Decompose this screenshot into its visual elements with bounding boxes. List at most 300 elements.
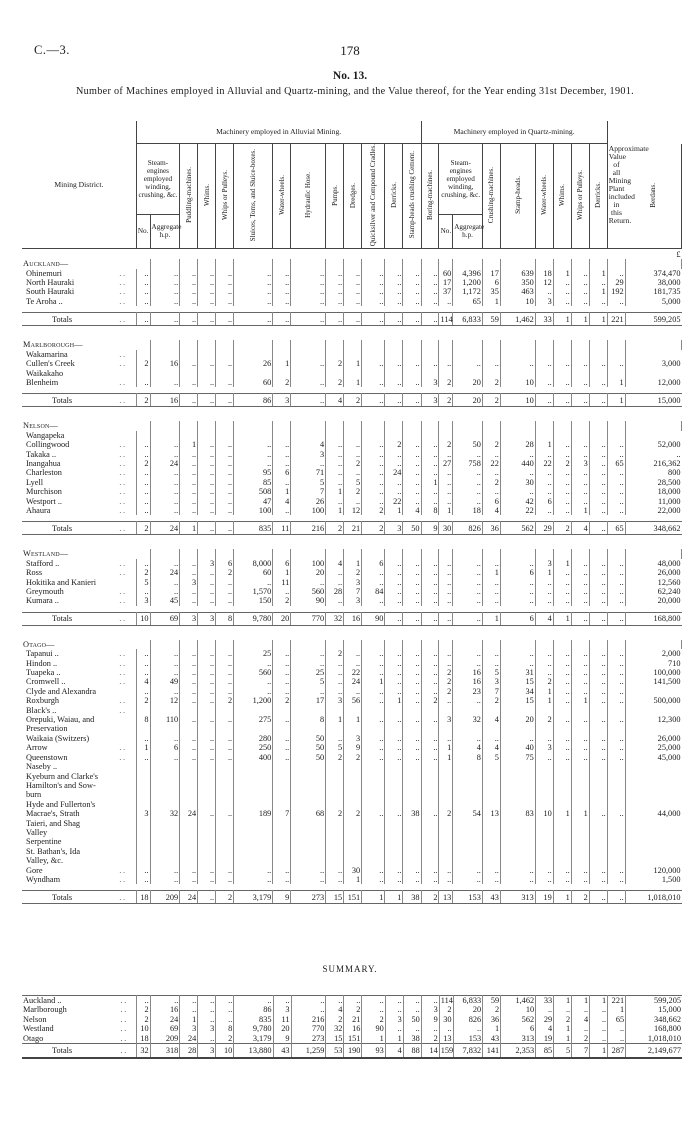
- table-row: [22, 568, 682, 577]
- table-row: [22, 369, 682, 378]
- table-cell: ..: [535, 668, 553, 677]
- table-cell: [216, 640, 234, 649]
- table-cell: [344, 828, 362, 837]
- table-cell: 6: [500, 568, 535, 577]
- table-cell: 2: [216, 1034, 234, 1044]
- table-cell: 11,000: [657, 496, 681, 506]
- table-cell: ..: [150, 278, 180, 287]
- table-cell: 2: [571, 891, 589, 904]
- table-cell: ..: [385, 269, 403, 278]
- table-cell: ..: [607, 687, 625, 696]
- table-cell: ..: [482, 659, 500, 668]
- table-cell: [198, 549, 216, 558]
- table-cell: [385, 790, 403, 799]
- table-cell: [625, 431, 681, 440]
- district-section-row: [22, 549, 682, 558]
- table-cell: ..: [439, 450, 453, 459]
- table-cell: 32: [136, 1044, 150, 1059]
- table-cell: ..: [535, 866, 553, 875]
- table-cell: ..: [180, 450, 198, 459]
- table-cell: 2: [482, 696, 500, 705]
- table-cell: 2: [273, 596, 291, 605]
- table-cell: [362, 847, 385, 856]
- table-cell: [344, 781, 362, 790]
- table-cell: ..: [589, 522, 607, 535]
- leader-dots: . .: [119, 596, 136, 605]
- table-cell: [553, 549, 571, 558]
- table-cell: [500, 369, 535, 378]
- table-cell: [589, 259, 607, 268]
- table-cell: [553, 837, 571, 846]
- leader-dots: . .: [119, 487, 136, 496]
- table-cell: 826: [453, 1015, 483, 1024]
- table-cell: ..: [326, 659, 344, 668]
- table-cell: [273, 369, 291, 378]
- table-cell: [385, 549, 403, 558]
- table-cell: 29: [536, 1015, 554, 1024]
- table-cell: ..: [216, 497, 234, 506]
- table-cell: ..: [362, 1005, 385, 1014]
- table-cell: ..: [385, 450, 403, 459]
- totals-label: Totals: [22, 394, 119, 407]
- table-cell: 1,462: [501, 996, 536, 1006]
- table-cell: ..: [385, 287, 403, 296]
- water-wheels-header: Water-wheels.: [273, 144, 291, 249]
- table-cell: [180, 724, 198, 733]
- table-cell: ..: [439, 568, 453, 577]
- table-cell: 273: [291, 1034, 326, 1044]
- table-cell: ..: [216, 687, 234, 696]
- table-cell: ..: [403, 875, 421, 884]
- table-cell: 2: [439, 378, 453, 387]
- table-cell: ..: [150, 269, 180, 278]
- table-cell: ..: [589, 578, 607, 587]
- table-cell: ..: [439, 297, 453, 306]
- table-cell: [589, 772, 607, 781]
- table-cell: [385, 772, 403, 781]
- table-cell: [150, 340, 180, 349]
- table-cell: [453, 762, 483, 771]
- table-cell: 209: [150, 891, 180, 904]
- table-cell: 1: [180, 522, 198, 535]
- table-cell: [216, 800, 234, 809]
- table-cell: [439, 549, 453, 558]
- district-name: Ahaura: [26, 505, 51, 515]
- district-name: Macrae's, Strath: [26, 809, 80, 819]
- table-cell: ..: [326, 568, 344, 577]
- table-cell: ..: [553, 649, 571, 658]
- table-cell: ..: [571, 734, 589, 743]
- table-cell: 10: [136, 1024, 150, 1033]
- table-cell: 758: [453, 459, 483, 468]
- table-cell: [453, 724, 483, 733]
- table-cell: [216, 259, 234, 268]
- table-cell: [198, 340, 216, 349]
- table-row: [22, 753, 682, 762]
- table-cell: [234, 772, 273, 781]
- table-cell: ..: [535, 649, 553, 658]
- table-cell: 2: [439, 394, 453, 407]
- table-cell: ..: [150, 649, 180, 658]
- table-cell: [403, 790, 421, 799]
- table-cell: ..: [326, 687, 344, 696]
- table-cell: 12: [344, 506, 362, 515]
- table-cell: ..: [482, 596, 500, 605]
- leader-dots: [119, 790, 136, 799]
- table-cell: [362, 549, 385, 558]
- table-cell: [421, 828, 439, 837]
- table-cell: 2: [421, 891, 439, 904]
- table-cell: 4: [453, 743, 483, 752]
- table-cell: ..: [421, 578, 439, 587]
- table-cell: [553, 431, 571, 440]
- table-cell: [571, 421, 589, 430]
- table-cell: 2: [326, 359, 344, 368]
- table-cell: 4: [403, 506, 421, 515]
- district-name: Hindon ..: [26, 658, 58, 668]
- leader-dots: . .: [119, 269, 136, 278]
- district-name: Waikakaho: [26, 368, 64, 378]
- table-cell: 19: [536, 1034, 554, 1044]
- table-cell: [273, 828, 291, 837]
- table-cell: ..: [234, 287, 273, 296]
- table-cell: [216, 369, 234, 378]
- table-cell: ..: [607, 269, 625, 278]
- table-cell: [553, 340, 571, 349]
- table-row: [22, 497, 682, 506]
- table-cell: ..: [589, 875, 607, 884]
- table-cell: [439, 259, 453, 268]
- table-cell: [198, 431, 216, 440]
- table-cell: ..: [216, 1005, 234, 1014]
- table-cell: [198, 790, 216, 799]
- leader-dots: . .: [119, 450, 136, 459]
- table-cell: 33: [536, 996, 554, 1006]
- table-cell: [482, 781, 500, 790]
- table-cell: [362, 856, 385, 865]
- table-cell: ..: [326, 450, 344, 459]
- table-cell: ..: [273, 506, 291, 515]
- table-cell: 45,000: [657, 752, 681, 762]
- table-cell: ..: [453, 612, 483, 625]
- table-cell: 2: [136, 696, 150, 705]
- table-cell: 2: [535, 715, 553, 724]
- section-name: Auckland—: [23, 259, 69, 269]
- table-cell: [589, 790, 607, 799]
- table-cell: 9: [421, 522, 439, 535]
- table-cell: ..: [180, 649, 198, 658]
- table-cell: 18: [136, 1034, 150, 1044]
- table-cell: ..: [326, 297, 344, 306]
- table-cell: ..: [403, 866, 421, 875]
- table-cell: [607, 856, 625, 865]
- table-cell: ..: [273, 687, 291, 696]
- table-cell: [607, 350, 625, 359]
- table-cell: [439, 819, 453, 828]
- table-cell: [439, 706, 453, 715]
- table-cell: ..: [607, 753, 625, 762]
- table-cell: 350: [500, 278, 535, 287]
- table-cell: [136, 431, 150, 440]
- table-row: [22, 743, 682, 752]
- table-cell: ..: [421, 687, 439, 696]
- leader-dots: . .: [119, 706, 136, 715]
- table-cell: [198, 847, 216, 856]
- table-cell: ..: [273, 649, 291, 658]
- table-cell: ..: [385, 1005, 403, 1014]
- table-cell: ..: [589, 278, 607, 287]
- table-cell: 1: [344, 359, 362, 368]
- table-cell: [535, 762, 553, 771]
- table-cell: [453, 800, 483, 809]
- district-name: Black's ..: [26, 705, 57, 715]
- table-cell: ..: [453, 487, 483, 496]
- table-cell: [326, 724, 344, 733]
- table-cell: ..: [136, 649, 150, 658]
- table-cell: [362, 772, 385, 781]
- table-cell: [500, 762, 535, 771]
- table-cell: 5,000: [661, 296, 681, 306]
- table-cell: [291, 431, 326, 440]
- table-cell: ..: [216, 506, 234, 515]
- table-cell: [589, 781, 607, 790]
- table-cell: 8,000: [234, 559, 273, 568]
- table-cell: [216, 856, 234, 865]
- table-cell: [553, 369, 571, 378]
- district-name: South Hauraki: [26, 287, 75, 297]
- table-cell: [553, 847, 571, 856]
- table-cell: [362, 781, 385, 790]
- leader-dots: . .: [119, 287, 136, 296]
- summary-row: [22, 1024, 682, 1033]
- table-cell: ..: [198, 278, 216, 287]
- table-cell: ..: [535, 478, 553, 487]
- table-cell: [234, 837, 273, 846]
- table-cell: 348,662: [625, 522, 681, 535]
- table-cell: [150, 549, 180, 558]
- table-cell: [571, 431, 589, 440]
- table-cell: [362, 828, 385, 837]
- derricks-header: Derricks.: [385, 144, 403, 249]
- table-cell: ..: [421, 278, 439, 287]
- table-cell: [403, 762, 421, 771]
- table-cell: ..: [180, 313, 198, 326]
- table-cell: 22: [535, 459, 553, 468]
- table-cell: ..: [362, 287, 385, 296]
- table-row: [22, 677, 682, 686]
- table-cell: ..: [607, 297, 625, 306]
- leader-dots: . .: [119, 996, 136, 1006]
- table-cell: ..: [273, 313, 291, 326]
- table-cell: 1: [326, 715, 344, 724]
- table-cell: 3: [385, 1015, 403, 1024]
- table-cell: 32: [326, 612, 344, 625]
- table-cell: [535, 431, 553, 440]
- table-cell: ..: [421, 440, 439, 449]
- table-cell: ..: [385, 459, 403, 468]
- table-cell: 3: [136, 809, 150, 818]
- table-cell: ..: [589, 359, 607, 368]
- table-cell: ..: [403, 649, 421, 658]
- table-cell: [136, 259, 150, 268]
- table-row: [22, 819, 682, 828]
- table-cell: [571, 856, 589, 865]
- table-cell: [198, 706, 216, 715]
- leader-dots: . .: [119, 497, 136, 506]
- table-cell: [553, 350, 571, 359]
- table-cell: 6: [501, 1024, 536, 1033]
- table-cell: 2: [439, 809, 453, 818]
- quicksilver-header: Quicksilver and Compound Cradles.: [362, 144, 385, 249]
- table-cell: ..: [421, 996, 439, 1006]
- table-row: [22, 866, 682, 875]
- table-cell: 2: [326, 1015, 344, 1024]
- table-cell: [198, 762, 216, 771]
- table-cell: ..: [553, 753, 571, 762]
- table-cell: [439, 431, 453, 440]
- table-cell: 639: [500, 269, 535, 278]
- table-cell: 28,500: [657, 477, 681, 487]
- table-cell: 3: [291, 450, 326, 459]
- table-cell: ..: [571, 753, 589, 762]
- table-cell: [439, 800, 453, 809]
- table-cell: ..: [572, 1024, 590, 1033]
- table-cell: 100: [234, 506, 273, 515]
- district-name: Tapanui ..: [26, 649, 59, 659]
- table-cell: [403, 781, 421, 790]
- table-cell: [625, 762, 681, 771]
- table-cell: ..: [607, 487, 625, 496]
- table-cell: 65: [608, 1015, 626, 1024]
- table-cell: [607, 549, 625, 558]
- table-cell: ..: [607, 497, 625, 506]
- table-cell: ..: [234, 687, 273, 696]
- table-cell: 4: [571, 522, 589, 535]
- table-cell: ..: [362, 659, 385, 668]
- table-cell: [385, 828, 403, 837]
- table-cell: [589, 762, 607, 771]
- table-cell: ..: [589, 568, 607, 577]
- table-cell: [553, 772, 571, 781]
- table-cell: [136, 781, 150, 790]
- table-cell: [180, 421, 198, 430]
- table-cell: ..: [571, 659, 589, 668]
- table-cell: ..: [453, 568, 483, 577]
- table-cell: [344, 431, 362, 440]
- table-cell: 3: [273, 1005, 291, 1014]
- leader-dots: . .: [119, 522, 136, 535]
- table-cell: 2: [421, 1034, 439, 1044]
- table-cell: ..: [500, 578, 535, 587]
- table-cell: ..: [421, 468, 439, 477]
- table-cell: [453, 781, 483, 790]
- table-cell: ..: [607, 612, 625, 625]
- table-cell: [291, 549, 326, 558]
- table-cell: ..: [589, 440, 607, 449]
- table-cell: 599,205: [626, 996, 682, 1006]
- table-cell: 770: [291, 612, 326, 625]
- table-cell: ..: [676, 449, 681, 459]
- table-cell: 2: [439, 440, 453, 449]
- table-cell: 7: [273, 809, 291, 818]
- table-cell: [571, 819, 589, 828]
- table-cell: ..: [385, 649, 403, 658]
- table-cell: 1: [589, 313, 607, 326]
- table-cell: ..: [571, 478, 589, 487]
- table-cell: ..: [535, 468, 553, 477]
- table-cell: ..: [344, 659, 362, 668]
- table-cell: [589, 431, 607, 440]
- table-cell: [234, 259, 273, 268]
- table-cell: 17: [482, 269, 500, 278]
- table-cell: [180, 828, 198, 837]
- district-name: Preservation: [26, 724, 68, 734]
- table-cell: 6: [482, 278, 500, 287]
- table-cell: [234, 431, 273, 440]
- table-cell: ..: [590, 1015, 608, 1024]
- table-cell: ..: [150, 668, 180, 677]
- table-cell: ..: [198, 394, 216, 407]
- table-cell: [344, 856, 362, 865]
- district-name: Hyde and Fullerton's: [26, 799, 96, 809]
- leader-dots: . .: [119, 568, 136, 577]
- spacer-cell: [22, 625, 682, 640]
- table-cell: [362, 350, 385, 359]
- table-cell: 21: [344, 522, 362, 535]
- table-cell: 1: [344, 875, 362, 884]
- table-cell: 2: [483, 1005, 501, 1014]
- table-cell: ..: [150, 875, 180, 884]
- table-cell: 71: [291, 468, 326, 477]
- leader-dots: [119, 578, 136, 587]
- table-cell: [180, 847, 198, 856]
- table-cell: ..: [571, 875, 589, 884]
- table-cell: 2: [136, 359, 150, 368]
- table-cell: [273, 259, 291, 268]
- table-cell: [439, 772, 453, 781]
- table-cell: ..: [553, 677, 571, 686]
- table-cell: ..: [326, 468, 344, 477]
- table-cell: ..: [198, 866, 216, 875]
- table-cell: ..: [482, 587, 500, 596]
- table-cell: [607, 369, 625, 378]
- table-cell: 13: [439, 1034, 453, 1044]
- table-cell: [344, 847, 362, 856]
- table-cell: ..: [362, 687, 385, 696]
- table-cell: 16: [344, 1024, 362, 1033]
- table-cell: ..: [344, 649, 362, 658]
- table-cell: 30: [500, 478, 535, 487]
- table-cell: ..: [553, 478, 571, 487]
- table-cell: 8: [421, 506, 439, 515]
- table-cell: ..: [180, 677, 198, 686]
- table-cell: ..: [453, 587, 483, 596]
- table-cell: ..: [553, 497, 571, 506]
- table-cell: ..: [607, 568, 625, 577]
- table-cell: [198, 800, 216, 809]
- table-cell: ..: [150, 659, 180, 668]
- table-cell: 54: [453, 809, 483, 818]
- summary-body: [22, 996, 682, 1059]
- table-cell: 313: [501, 1034, 536, 1044]
- table-cell: 69: [150, 612, 180, 625]
- table-cell: ..: [180, 875, 198, 884]
- table-cell: ..: [216, 459, 234, 468]
- table-cell: ..: [362, 696, 385, 705]
- table-cell: 3: [482, 677, 500, 686]
- table-cell: ..: [482, 734, 500, 743]
- table-cell: [453, 819, 483, 828]
